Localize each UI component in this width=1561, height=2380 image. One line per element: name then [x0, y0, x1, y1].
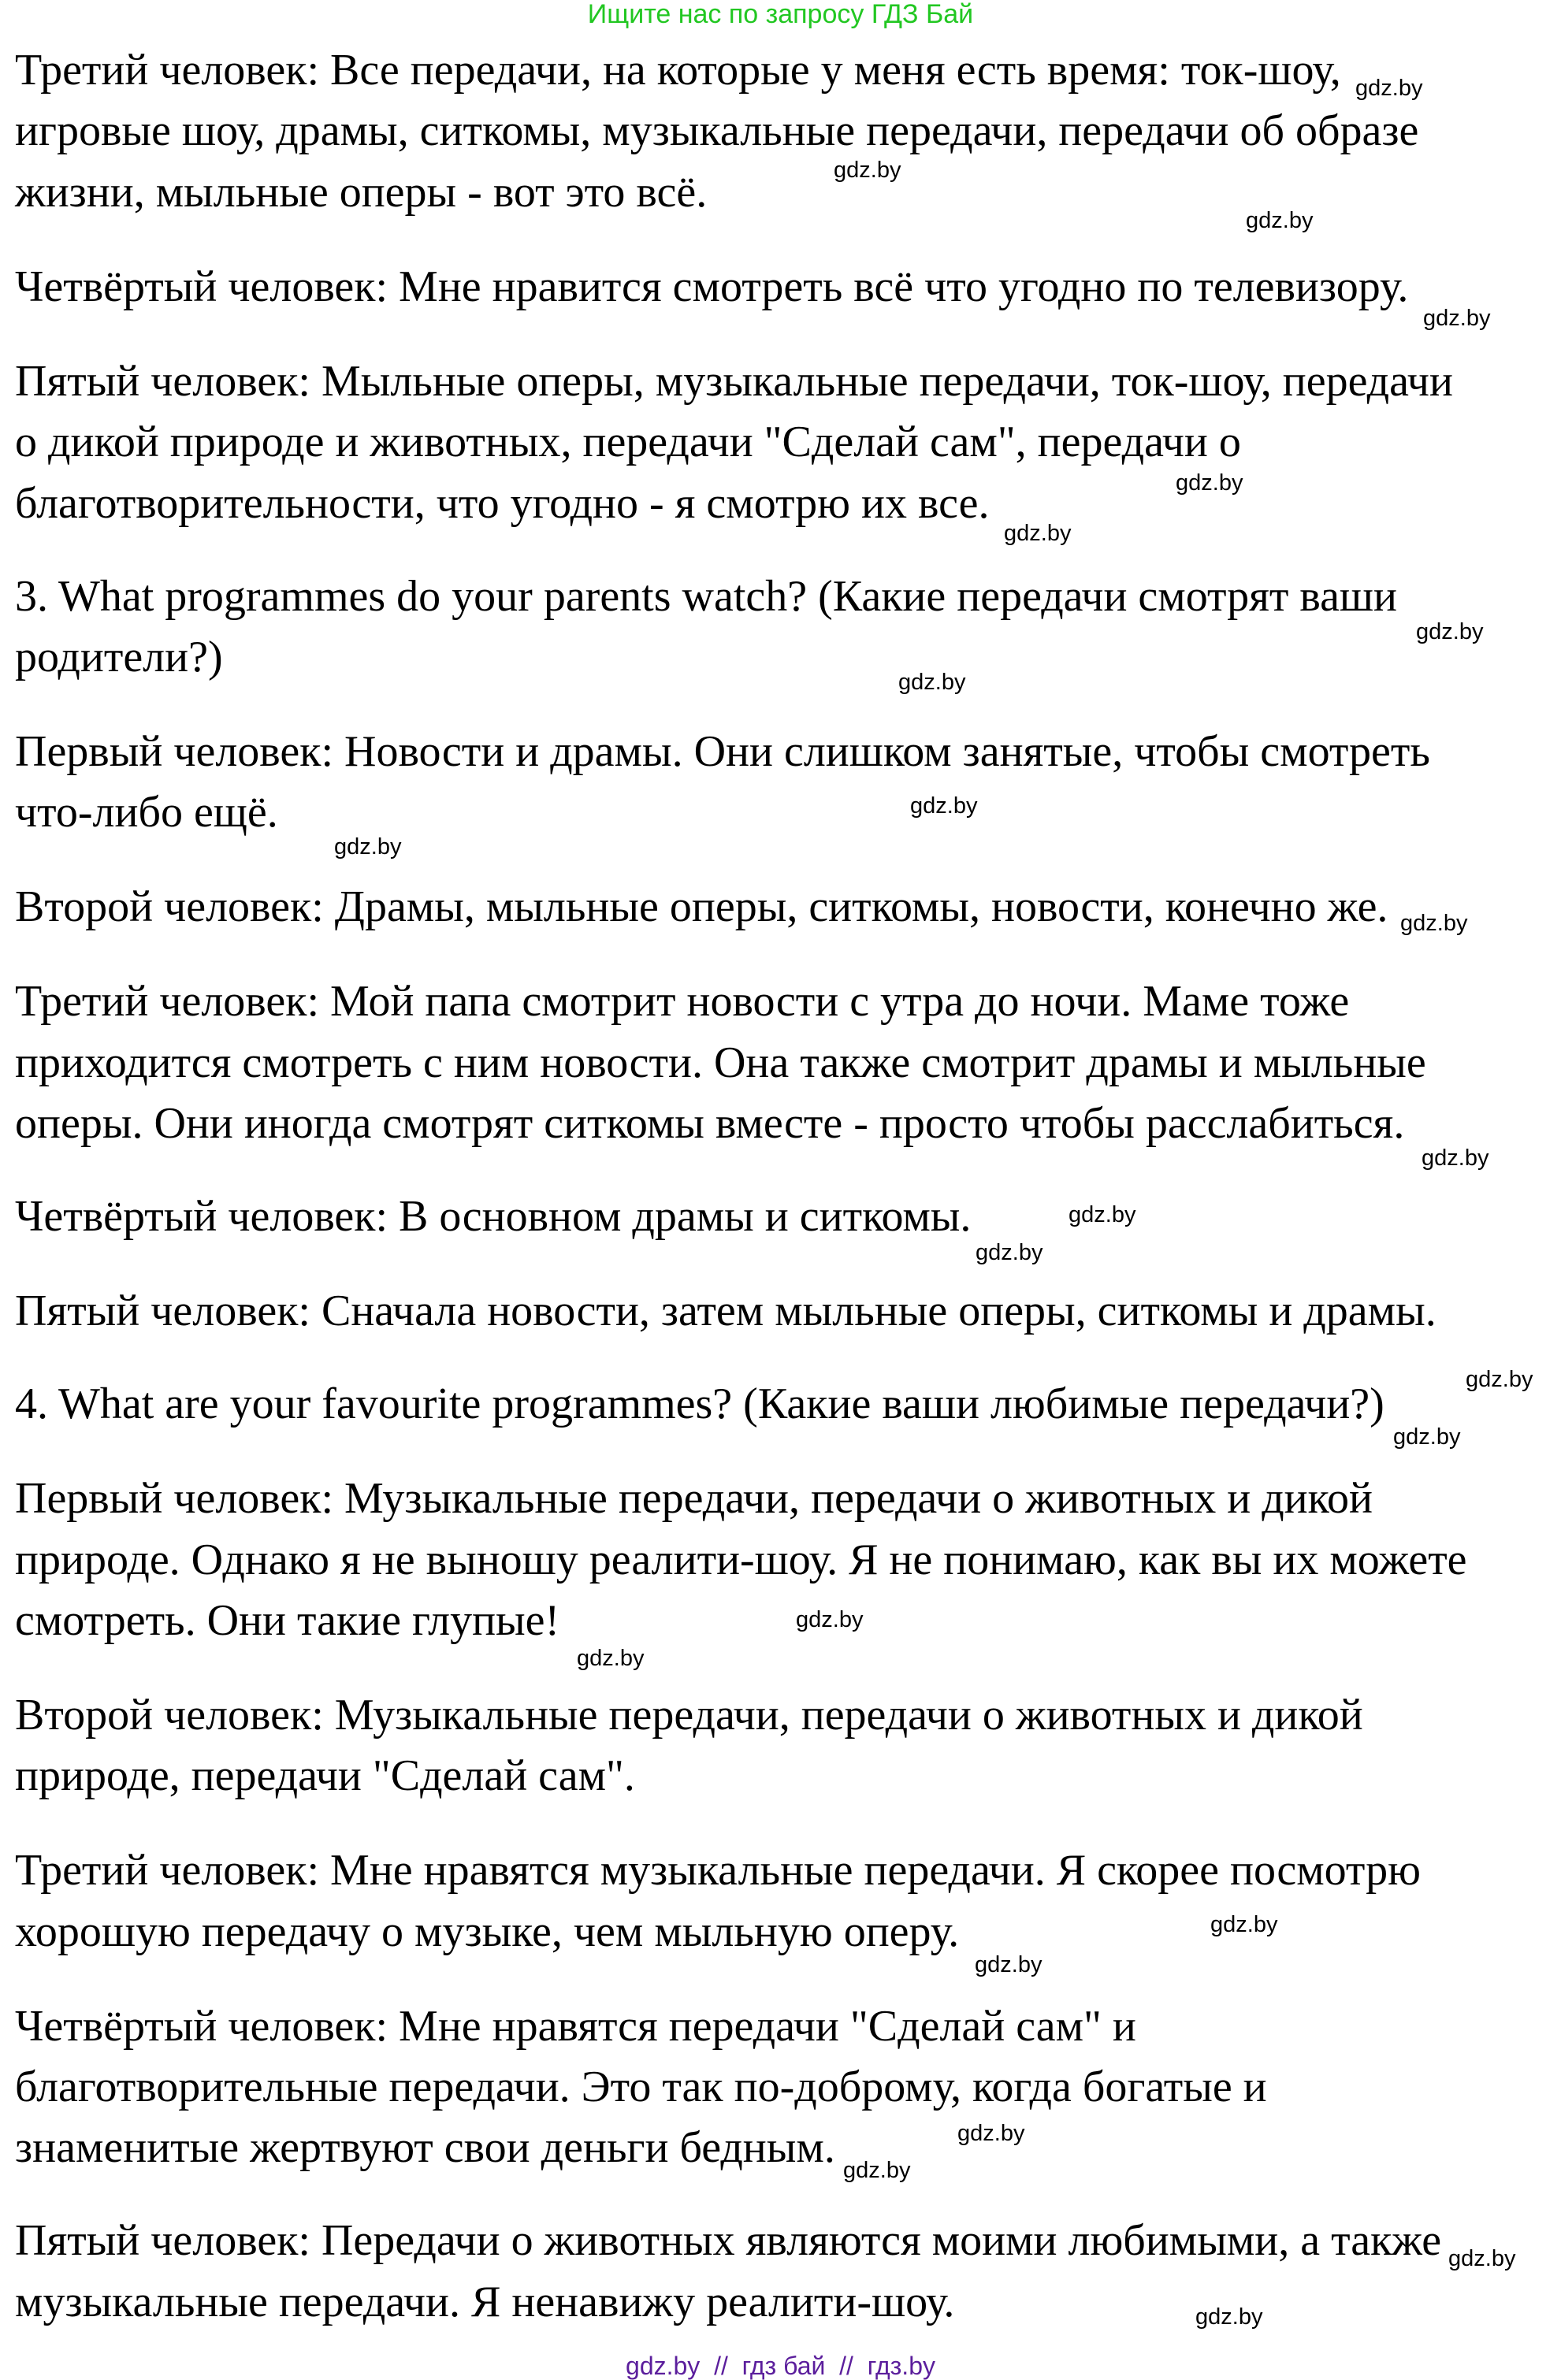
paragraph-line: о дикой природе и животных, передачи "Сделай сам", передачи о	[15, 418, 1241, 466]
paragraph-line: Пятый человек: Передачи о животных являются моими любимыми, а также	[15, 2216, 1442, 2265]
paragraph-line: Четвёртый человек: В основном драмы и ситкомы.	[15, 1192, 972, 1241]
paragraph-line: Первый человек: Новости и драмы. Они слишком занятые, чтобы смотреть	[15, 727, 1430, 776]
paragraph-line: Пятый человек: Мыльные оперы, музыкальные передачи, ток-шоу, передачи	[15, 357, 1453, 406]
paragraph-line: Четвёртый человек: Мне нравится смотреть всё что угодно по телевизору.	[15, 262, 1409, 311]
paragraph-line: Третий человек: Мой папа смотрит новости с утра до ночи. Маме тоже	[15, 977, 1350, 1026]
paragraph-line: оперы. Они иногда смотрят ситкомы вместе - просто чтобы расслабиться.	[15, 1099, 1405, 1148]
paragraph-line: родители?)	[15, 633, 223, 681]
paragraph-line: Первый человек: Музыкальные передачи, передачи о животных и дикой	[15, 1474, 1373, 1523]
watermark: gdz.by	[1069, 1202, 1136, 1227]
watermark: gdz.by	[1195, 2304, 1263, 2330]
watermark: gdz.by	[1423, 306, 1491, 331]
paragraph-line: хорошую передачу о музыке, чем мыльную оперу.	[15, 1907, 960, 1956]
paragraph-line: знаменитые жертвуют свои деньги бедным.	[15, 2123, 835, 2172]
paragraph-line: благотворительности, что угодно - я смотрю их все.	[15, 479, 990, 528]
paragraph-line: 3. What programmes do your parents watch? (Какие передачи смотрят ваши	[15, 572, 1398, 621]
paragraph-line: благотворительные передачи. Это так по-доброму, когда богатые и	[15, 2063, 1267, 2111]
paragraph-line: что-либо ещё.	[15, 788, 278, 837]
paragraph-line: Третий человек: Мне нравятся музыкальные передачи. Я скорее посмотрю	[15, 1846, 1421, 1895]
watermark: gdz.by	[1416, 619, 1484, 644]
watermark: gdz.by	[1176, 470, 1243, 496]
paragraph-line: жизни, мыльные оперы - вот это всё.	[15, 168, 708, 217]
watermark: gdz.by	[1355, 76, 1423, 101]
watermark: gdz.by	[1004, 521, 1072, 546]
watermark: gdz.by	[898, 670, 966, 695]
paragraph-line: Второй человек: Драмы, мыльные оперы, ситкомы, новости, конечно же.	[15, 882, 1388, 931]
watermark: gdz.by	[975, 1952, 1043, 1977]
watermark: gdz.by	[1422, 1145, 1489, 1171]
paragraph-line: 4. What are your favourite programmes? (Какие ваши любимые передачи?)	[15, 1379, 1384, 1428]
watermark: gdz.by	[1448, 2246, 1516, 2271]
watermark: gdz.by	[834, 158, 901, 183]
watermark: gdz.by	[1210, 1912, 1278, 1937]
watermark: gdz.by	[910, 793, 978, 819]
watermark: gdz.by	[1400, 911, 1468, 936]
paragraph-line: Пятый человек: Сначала новости, затем мыльные оперы, ситкомы и драмы.	[15, 1287, 1436, 1335]
watermark: gdz.by	[957, 2121, 1025, 2146]
watermark: gdz.by	[843, 2158, 911, 2183]
watermark: gdz.by	[1466, 1367, 1533, 1392]
footer-links[interactable]: gdz.by // гдз бай // гдз.by	[626, 2352, 935, 2380]
watermark: gdz.by	[334, 834, 402, 860]
paragraph-line: музыкальные передачи. Я ненавижу реалити-шоу.	[15, 2278, 955, 2326]
paragraph-line: Второй человек: Музыкальные передачи, передачи о животных и дикой	[15, 1691, 1363, 1740]
paragraph-line: приходится смотреть с ним новости. Она также смотрит драмы и мыльные	[15, 1038, 1426, 1087]
paragraph-line: природе. Однако я не выношу реалити-шоу. Я не понимаю, как вы их можете	[15, 1535, 1467, 1584]
paragraph-line: Третий человек: Все передачи, на которые у меня есть время: ток-шоу,	[15, 46, 1341, 95]
search-hint-header: Ищите нас по запросу ГДЗ Бай	[587, 0, 974, 29]
watermark: gdz.by	[1246, 208, 1314, 233]
watermark: gdz.by	[796, 1607, 864, 1632]
paragraph-line: Четвёртый человек: Мне нравятся передачи "Сделай сам" и	[15, 2002, 1136, 2051]
watermark: gdz.by	[976, 1240, 1043, 1265]
paragraph-line: смотреть. Они такие глупые!	[15, 1596, 560, 1645]
watermark: gdz.by	[577, 1646, 645, 1671]
paragraph-line: природе, передачи "Сделай сам".	[15, 1751, 635, 1800]
watermark: gdz.by	[1393, 1424, 1461, 1450]
paragraph-line: игровые шоу, драмы, ситкомы, музыкальные передачи, передачи об образе	[15, 106, 1419, 155]
